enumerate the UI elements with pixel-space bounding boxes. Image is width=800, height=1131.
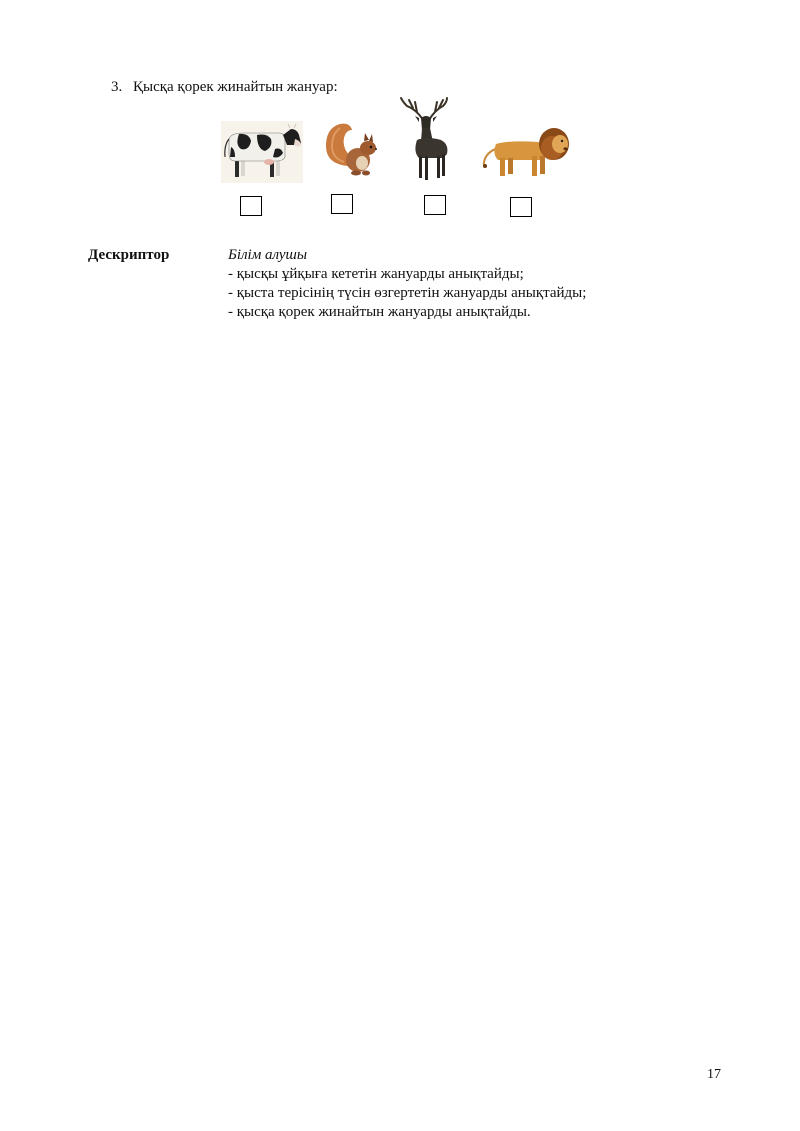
page-number: 17: [707, 1067, 721, 1082]
squirrel-icon: [320, 116, 384, 180]
descriptor-label: Дескриптор: [88, 247, 170, 263]
question-text: Қысқа қорек жинайтын жануар:: [133, 79, 338, 95]
cow-checkbox[interactable]: [240, 196, 262, 216]
descriptor-body: [228, 246, 586, 322]
descriptor-item: - қысқа қорек жинайтын жануарды анықтайды.: [228, 304, 531, 320]
cow-icon: [221, 121, 303, 183]
descriptor-item: - қыста терісінің түсін өзгертетін жануарды анықтайды;: [228, 285, 587, 301]
descriptor-heading: Білім алушы: [228, 247, 308, 263]
deer-icon: [397, 96, 459, 182]
lion-checkbox[interactable]: [510, 197, 532, 217]
descriptor-item: - қысқы ұйқыға кететін жануарды анықтайды;: [228, 266, 524, 282]
lion-icon: [480, 126, 574, 182]
squirrel-checkbox[interactable]: [331, 194, 353, 214]
deer-checkbox[interactable]: [424, 195, 446, 215]
question-number: 3.: [111, 79, 123, 95]
question-line: [111, 77, 338, 97]
